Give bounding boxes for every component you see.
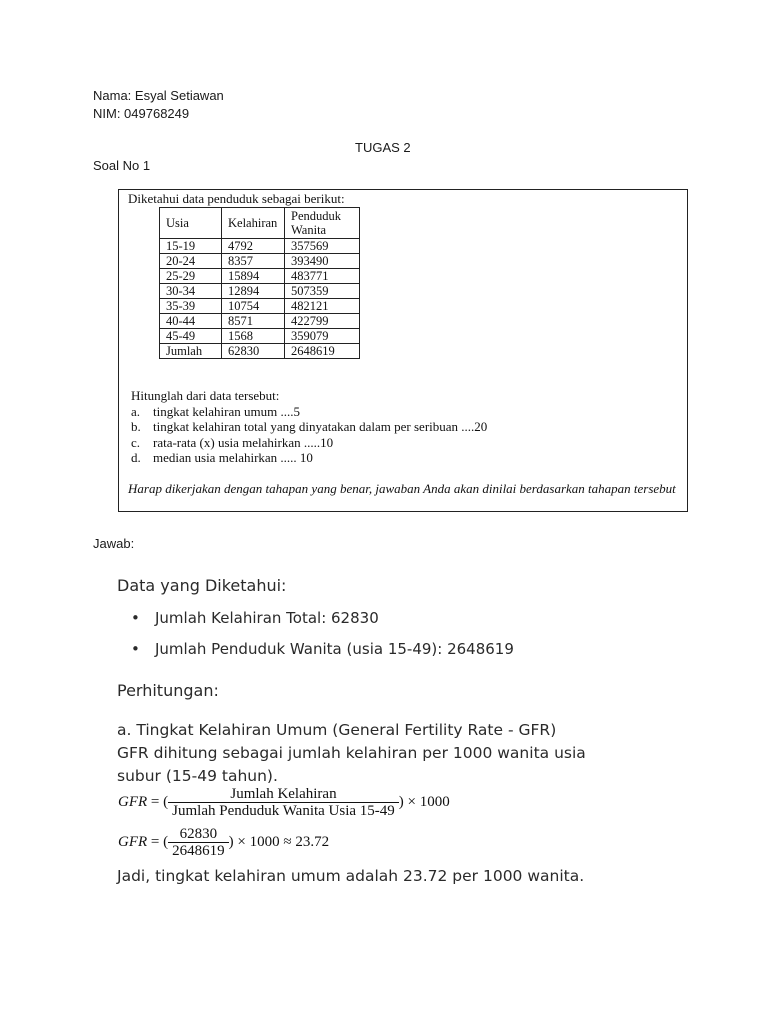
item-text: rata-rata (x) usia melahirkan .....10 <box>153 434 334 450</box>
question-prompt: Hitunglah dari data tersebut: <box>131 388 280 403</box>
list-item <box>117 609 379 627</box>
calculation-heading: Perhitungan: <box>117 681 219 700</box>
question-list <box>131 388 487 466</box>
table-cell: 20-24 <box>160 254 222 269</box>
table-cell: 483771 <box>285 269 360 284</box>
fraction-numerator: Jumlah Kelahiran <box>230 786 337 802</box>
student-nim: NIM: 049768249 <box>93 106 190 121</box>
table-cell: 422799 <box>285 314 360 329</box>
formula-fraction <box>168 786 399 819</box>
bullet-icon: • <box>131 609 140 627</box>
table-cell: 359079 <box>285 329 360 344</box>
table-cell: 1568 <box>222 329 285 344</box>
item-letter: d. <box>131 450 141 465</box>
table-cell: 482121 <box>285 299 360 314</box>
fraction-numerator: 62830 <box>179 826 218 842</box>
table-row <box>160 299 360 314</box>
item-letter: a. <box>131 403 141 419</box>
question-intro: Diketahui data penduduk sebagai berikut: <box>128 191 345 206</box>
formula-tail: ) × 1000 <box>398 793 450 810</box>
table-cell: 40-44 <box>160 314 222 329</box>
item-text: tingkat kelahiran umum ....5 <box>153 403 300 419</box>
grading-note: Harap dikerjakan dengan tahapan yang benar, jawaban Anda akan dinilai berdasarkan tahapan tersebut <box>128 481 676 496</box>
formula-fraction <box>168 826 229 859</box>
known-data-heading: Data yang Diketahui: <box>117 576 287 595</box>
formula-open: = ( <box>147 833 169 850</box>
list-item <box>131 450 487 466</box>
formula-open: = ( <box>147 793 169 810</box>
conclusion: Jadi, tingkat kelahiran umum adalah 23.72 per 1000 wanita. <box>117 867 585 885</box>
item-text: median usia melahirkan ..... 10 <box>153 450 313 465</box>
table-cell: 62830 <box>222 344 285 359</box>
table-cell: 10754 <box>222 299 285 314</box>
table-row <box>160 314 360 329</box>
table-row <box>160 269 360 284</box>
question-number: Soal No 1 <box>93 158 151 173</box>
part-a-description: subur (15-49 tahun). <box>117 767 278 785</box>
bullet-text: Jumlah Penduduk Wanita (usia 15-49): 2648619 <box>155 640 514 658</box>
table-row <box>160 254 360 269</box>
table-cell: 35-39 <box>160 299 222 314</box>
table-cell: 15894 <box>222 269 285 284</box>
table-cell: 12894 <box>222 284 285 299</box>
assignment-title: TUGAS 2 <box>355 140 411 155</box>
item-letter: b. <box>131 419 141 434</box>
table-header-cell: Kelahiran <box>222 208 285 239</box>
item-text: tingkat kelahiran total yang dinyatakan dalam per seribuan ....20 <box>153 419 488 434</box>
gfr-formula <box>118 786 450 819</box>
table-header-cell: Usia <box>160 208 222 239</box>
table-cell: 357569 <box>285 239 360 254</box>
formula-tail: ) × 1000 ≈ 23.72 <box>228 833 330 850</box>
table-cell: 4792 <box>222 239 285 254</box>
table-cell: 8571 <box>222 314 285 329</box>
table-header-cell: Penduduk Wanita <box>285 208 360 239</box>
gfr-calculation <box>118 826 329 859</box>
table-cell: 8357 <box>222 254 285 269</box>
formula-lhs: GFR <box>118 833 148 850</box>
bullet-icon: • <box>131 640 140 658</box>
part-a-heading: a. Tingkat Kelahiran Umum (General Fertility Rate - GFR) <box>117 721 557 739</box>
list-item <box>117 640 514 658</box>
list-item <box>131 435 487 451</box>
population-table <box>159 207 360 359</box>
list-item <box>131 404 487 420</box>
table-cell: 30-34 <box>160 284 222 299</box>
formula-lhs: GFR <box>118 793 148 810</box>
table-cell: 393490 <box>285 254 360 269</box>
fraction-denominator: 2648619 <box>168 842 229 859</box>
bullet-text: Jumlah Kelahiran Total: 62830 <box>155 609 379 627</box>
answer-label: Jawab: <box>93 536 135 551</box>
table-row <box>160 239 360 254</box>
list-item <box>131 419 487 435</box>
table-row <box>160 284 360 299</box>
table-cell: 2648619 <box>285 344 360 359</box>
table-total-row <box>160 344 360 359</box>
table-row <box>160 329 360 344</box>
table-cell: 25-29 <box>160 269 222 284</box>
fraction-denominator: Jumlah Penduduk Wanita Usia 15-49 <box>168 802 399 819</box>
student-name: Nama: Esyal Setiawan <box>93 88 224 103</box>
table-header-row <box>160 208 360 239</box>
question-box <box>118 189 688 512</box>
part-a-description: GFR dihitung sebagai jumlah kelahiran per 1000 wanita usia <box>117 744 586 762</box>
item-letter: c. <box>131 434 141 450</box>
table-cell: 15-19 <box>160 239 222 254</box>
table-cell: 45-49 <box>160 329 222 344</box>
table-cell: Jumlah <box>160 344 222 359</box>
table-cell: 507359 <box>285 284 360 299</box>
